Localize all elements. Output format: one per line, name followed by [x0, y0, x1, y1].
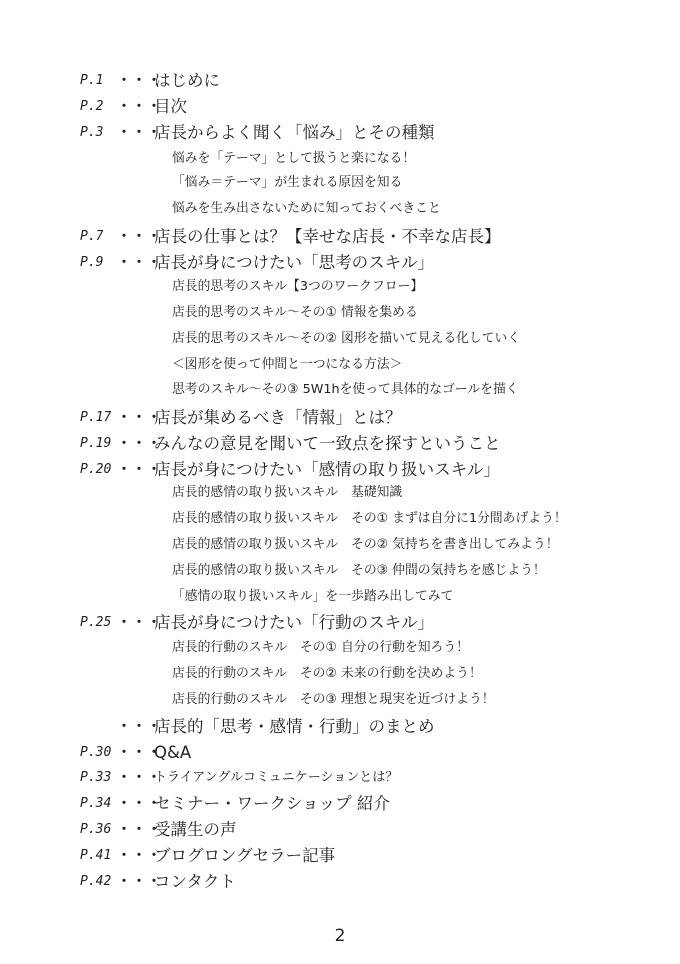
toc-subentry — [0, 636, 680, 660]
toc-entry — [0, 251, 680, 275]
toc-entry — [0, 715, 680, 739]
toc-entry — [0, 458, 680, 482]
toc-subtitle: 悩みを「テーマ」として扱うと楽になる！ — [172, 151, 416, 166]
toc-page-label: P.33 — [80, 770, 112, 785]
toc-title: 店長が集めるべき「情報」とは？ — [154, 408, 402, 427]
toc-subtitle: 悩みを生み出さないために知っておくべきこと — [172, 201, 441, 216]
toc-entry — [0, 225, 680, 249]
toc-leader-dots: ・・・ — [117, 255, 162, 271]
toc-page-label: P.34 — [80, 796, 112, 811]
toc-leader-dots: ・・・ — [117, 99, 162, 115]
toc-subentry — [0, 688, 680, 712]
toc-leader-dots: ・・・ — [117, 745, 162, 761]
toc-subentry — [0, 507, 680, 531]
toc-subtitle: 店長的感情の取り扱いスキル その② 気持ちを書き出してみよう！ — [172, 537, 559, 552]
toc-page-label: P.36 — [80, 822, 112, 837]
toc-entry — [0, 818, 680, 842]
toc-leader-dots: ・・・ — [117, 848, 162, 864]
page-number: 2 — [334, 926, 346, 946]
toc-subtitle: 「悩み＝テーマ」が生まれる原因を知る — [172, 175, 403, 190]
toc-title: はじめに — [154, 71, 220, 90]
toc-subtitle: 店長的行動のスキル その① 自分の行動を知ろう！ — [172, 640, 469, 655]
toc-title: Q&A — [154, 743, 192, 762]
toc-page-label: P.25 — [80, 615, 112, 630]
toc-title: トライアングルコミュニケーションとは？ — [154, 770, 399, 785]
toc-subentry — [0, 171, 680, 195]
toc-page-label: P.1 — [80, 73, 104, 88]
toc-subentry — [0, 147, 680, 171]
toc-leader-dots: ・・・ — [117, 410, 162, 426]
toc-title: 店長が身につけたい「感情の取り扱いスキル」 — [154, 460, 501, 479]
toc-entry — [0, 870, 680, 894]
toc-leader-dots: ・・・ — [117, 796, 162, 812]
toc-page-label: P.17 — [80, 410, 112, 425]
toc-subtitle: 店長的感情の取り扱いスキル その③ 仲間の気持ちを感じよう！ — [172, 563, 546, 578]
toc-subtitle: 店長的行動のスキル その② 未来の行動を決めよう！ — [172, 666, 482, 681]
toc-title: 店長の仕事とは？【幸せな店長・不幸な店長】 — [154, 227, 501, 246]
toc-entry — [0, 432, 680, 456]
toc-page-label: P.42 — [80, 874, 112, 889]
toc-leader-dots: ・・・ — [117, 770, 162, 786]
toc-title: 店長が身につけたい「思考のスキル」 — [154, 253, 435, 272]
toc-subtitle: 店長的行動のスキル その③ 理想と現実を近づけよう！ — [172, 692, 495, 707]
toc-leader-dots: ・・・ — [117, 822, 162, 838]
toc-leader-dots: ・・・ — [117, 462, 162, 478]
toc-page-label: P.41 — [80, 848, 112, 863]
toc-subentry — [0, 585, 680, 609]
toc-subtitle: ＜図形を使って仲間と一つになる方法＞ — [172, 357, 403, 372]
toc-leader-dots: ・・・ — [117, 73, 162, 89]
toc-leader-dots: ・・・ — [117, 719, 162, 735]
toc-entry — [0, 121, 680, 145]
toc-title: 店長が身につけたい「行動のスキル」 — [154, 613, 435, 632]
toc-leader-dots: ・・・ — [117, 436, 162, 452]
toc-subentry — [0, 275, 680, 299]
toc-leader-dots: ・・・ — [117, 615, 162, 631]
toc-page-label: P.2 — [80, 99, 104, 114]
toc-subtitle: 店長的思考のスキル～その① 情報を集める — [172, 305, 418, 320]
toc-subtitle: 店長的感情の取り扱いスキル 基礎知識 — [172, 485, 403, 500]
toc-entry — [0, 844, 680, 868]
toc-subentry — [0, 353, 680, 377]
toc-title: コンタクト — [154, 872, 236, 891]
toc-entry — [0, 69, 680, 93]
toc-entry — [0, 95, 680, 119]
toc-subentry — [0, 378, 680, 402]
toc-subtitle: 思考のスキル～その③ 5W1hを使って具体的なゴールを描く — [172, 382, 519, 397]
toc-page-label: P.19 — [80, 436, 112, 451]
toc-page-label: P.3 — [80, 125, 104, 140]
toc-subtitle: 店長的感情の取り扱いスキル その① まずは自分に1分間あげよう！ — [172, 511, 567, 526]
toc-entry — [0, 741, 680, 765]
toc-subentry — [0, 662, 680, 686]
toc-title: 目次 — [154, 97, 187, 116]
toc-entry — [0, 406, 680, 430]
toc-title: 店長的「思考・感情・行動」のまとめ — [154, 717, 435, 736]
toc-subtitle: 「感情の取り扱いスキル」を一歩踏み出してみて — [172, 589, 454, 604]
toc-title: 店長からよく聞く「悩み」とその種類 — [154, 123, 435, 142]
toc-title: みんなの意見を聞いて一致点を探すということ — [154, 434, 501, 453]
toc-subentry — [0, 559, 680, 583]
toc-leader-dots: ・・・ — [117, 874, 162, 890]
toc-subtitle: 店長的思考のスキル【3つのワークフロー】 — [172, 279, 424, 294]
toc-subentry — [0, 481, 680, 505]
toc-title: 受講生の声 — [154, 820, 237, 839]
toc-page-label: P.20 — [80, 462, 112, 477]
toc-entry — [0, 792, 680, 816]
toc-page-label: P.30 — [80, 745, 112, 760]
toc-leader-dots: ・・・ — [117, 125, 162, 141]
toc-subtitle: 店長的思考のスキル～その② 図形を描いて見える化していく — [172, 331, 521, 346]
toc-subentry — [0, 197, 680, 221]
toc-subentry — [0, 533, 680, 557]
toc-subentry — [0, 327, 680, 351]
toc-page-label: P.7 — [80, 229, 104, 244]
toc-title: ブログロングセラー記事 — [154, 846, 336, 865]
toc-page-label: P.9 — [80, 255, 104, 270]
toc-entry — [0, 766, 680, 790]
toc-entry — [0, 611, 680, 635]
toc-leader-dots: ・・・ — [117, 229, 162, 245]
toc-title: セミナー・ワークショップ 紹介 — [154, 794, 390, 813]
toc-subentry — [0, 301, 680, 325]
